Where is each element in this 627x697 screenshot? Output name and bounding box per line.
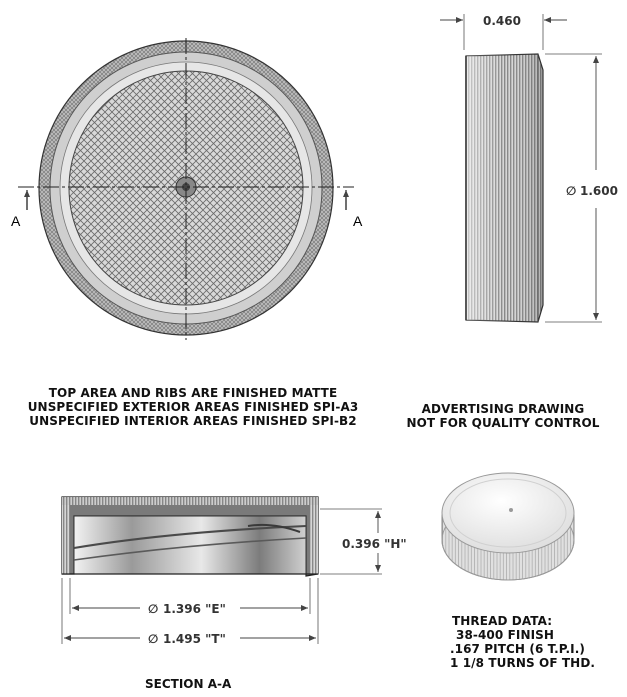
dimension-height-label: 0.460 [483,14,521,28]
finish-notes [18,386,368,428]
section-arrow-left [11,190,27,229]
advertising-note-line2: NOT FOR QUALITY CONTROL [406,416,600,430]
top-view [18,38,354,340]
dimension-h [320,509,407,574]
dimension-t-symbol: ∅ [148,632,159,646]
thread-data-pitch: .167 PITCH (6 T.P.I.) [450,642,585,656]
finish-note-top: TOP AREA AND RIBS ARE FINISHED MATTE [48,386,338,400]
dimension-t-label: 1.495 "T" [163,632,226,646]
isometric-top-face [442,473,574,553]
thread-data-turns: 1 1/8 TURNS OF THD. [450,656,596,670]
section-arrow-right [346,190,363,229]
dimension-diameter [545,54,618,322]
side-view [466,54,543,322]
dimension-e-label: 1.396 "E" [163,602,226,616]
thread-data [446,614,616,670]
thread-data-title: THREAD DATA: [452,614,553,628]
advertising-notes [390,402,616,430]
section-title: SECTION A-A [145,677,232,691]
dimension-h-label: 0.396 "H" [342,537,407,551]
dimension-diameter-label: 1.600 [580,184,618,198]
section-view [62,497,318,576]
isometric-gate-mark [509,508,513,512]
finish-note-interior: UNSPECIFIED INTERIOR AREAS FINISHED SPI-B2 [29,414,357,428]
dimension-e [70,578,310,616]
dimension-height [440,14,567,50]
section-marker-right: A [353,213,363,229]
dimension-diameter-symbol: ∅ [566,184,577,198]
finish-note-exterior: UNSPECIFIED EXTERIOR AREAS FINISHED SPI-A3 [27,400,359,414]
advertising-note-line1: ADVERTISING DRAWING [421,402,585,416]
dimension-e-symbol: ∅ [148,602,159,616]
isometric-view [442,473,574,580]
thread-data-finish: 38-400 FINISH [456,628,555,642]
section-marker-left: A [11,213,21,229]
